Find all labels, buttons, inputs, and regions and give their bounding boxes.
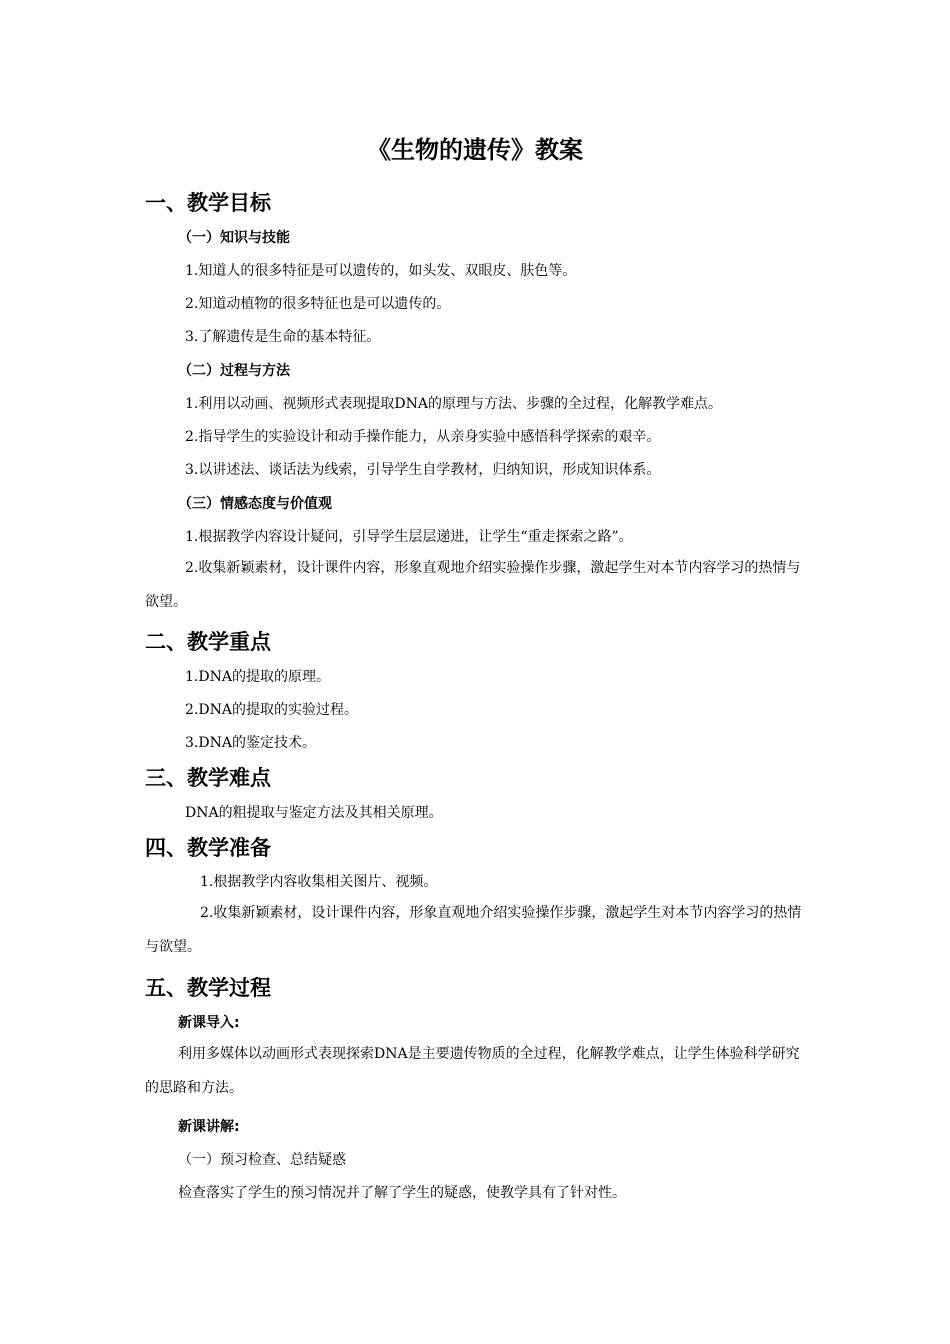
paragraph: 利用多媒体以动画形式表现探索DNA是主要遗传物质的全过程，化解教学难点，让学生体验科学研究的思路和方法。: [145, 1046, 800, 1096]
document-title: 《生物的遗传》教案: [367, 136, 583, 164]
list-item: 1.DNA的提取的原理。: [185, 669, 330, 685]
list-item: 1.知道人的很多特征是可以遗传的，如头发、双眼皮、肤色等。: [185, 263, 577, 279]
section-heading-process: 五、教学过程: [145, 976, 271, 1000]
list-item: 3.了解遗传是生命的基本特征。: [185, 329, 381, 345]
new-lesson-lecture-label: 新课讲解:: [178, 1119, 240, 1135]
subheading-process-methods: （二）过程与方法: [178, 363, 290, 379]
list-item: 1.根据教学内容设计疑问，引导学生层层递进，让学生“重走探索之路”。: [185, 529, 633, 545]
list-item: 2.DNA的提取的实验过程。: [185, 702, 358, 718]
subheading-knowledge-skills: （一）知识与技能: [178, 230, 290, 246]
paragraph: 检查落实了学生的预习情况并了解了学生的疑惑，使教学具有了针对性。: [178, 1185, 626, 1201]
section-heading-preparation: 四、教学准备: [145, 836, 271, 860]
section-heading-key-points: 二、教学重点: [145, 630, 271, 654]
list-item: 3.以讲述法、谈话法为线索，引导学生自学教材，归纳知识，形成知识体系。: [185, 462, 661, 478]
list-item: 1.利用以动画、视频形式表现提取DNA的原理与方法、步骤的全过程，化解教学难点。: [185, 396, 722, 412]
list-item: 3.DNA的鉴定技术。: [185, 735, 316, 751]
list-item: 2.收集新颖素材，设计课件内容，形象直观地介绍实验操作步骤，激起学生对本节内容学习的热情与欲望。: [145, 560, 801, 610]
step-heading: （一）预习检查、总结疑惑: [178, 1152, 346, 1168]
list-item: 2.知道动植物的很多特征也是可以遗传的。: [185, 296, 451, 312]
section-heading-difficulties: 三、教学难点: [145, 766, 271, 790]
paragraph: DNA的粗提取与鉴定方法及其相关原理。: [185, 805, 443, 821]
list-item: 2.指导学生的实验设计和动手操作能力，从亲身实验中感悟科学探索的艰辛。: [185, 429, 661, 445]
section-heading-objectives: 一、教学目标: [145, 191, 271, 215]
new-lesson-intro-label: 新课导入:: [178, 1015, 240, 1031]
list-item: 1.根据教学内容收集相关图片、视频。: [200, 874, 438, 890]
subheading-attitudes-values: （三）情感态度与价值观: [178, 496, 332, 512]
list-item: 2.收集新颖素材，设计课件内容，形象直观地介绍实验操作步骤，激起学生对本节内容学习的热情与欲望。: [145, 905, 802, 955]
